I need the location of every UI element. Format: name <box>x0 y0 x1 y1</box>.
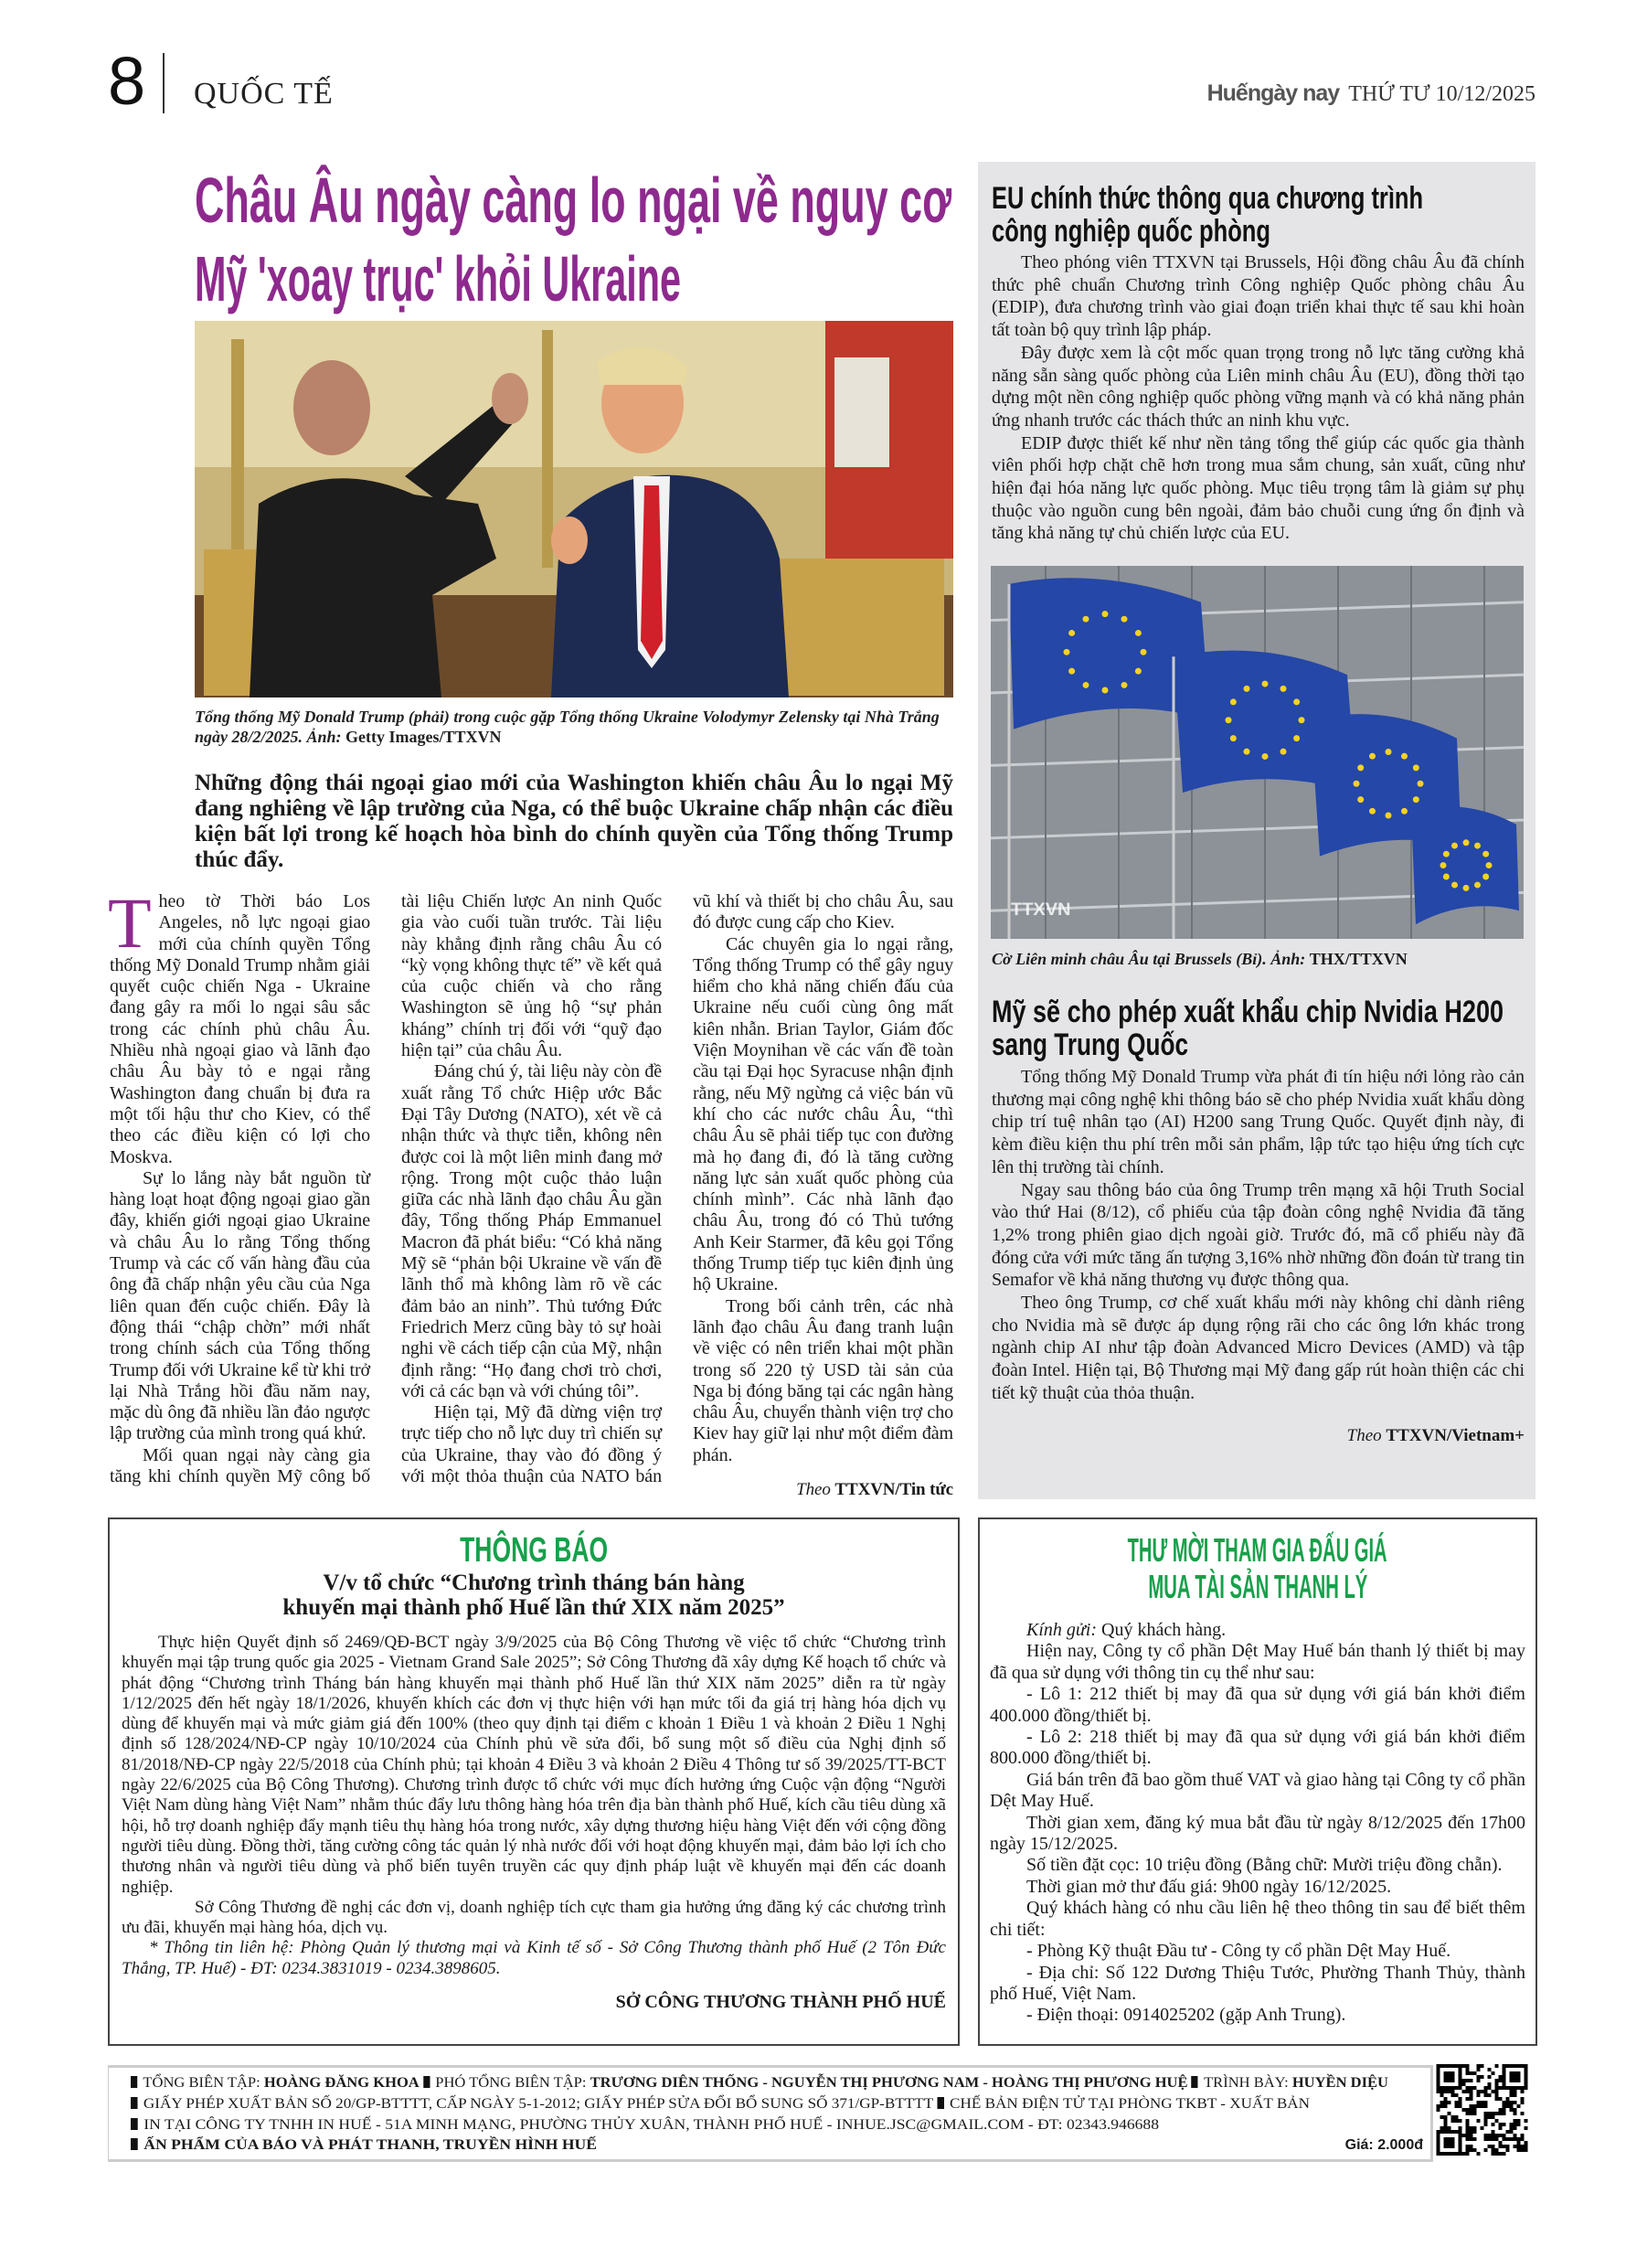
flag-star <box>1463 885 1470 891</box>
nvidia-paragraph: Theo ông Trump, cơ chế xuất khẩu mới này không chỉ dành riêng cho Nvidia mà sẽ được áp dụng rộng rãi cho các ông lớn khác trong ngành chip AI như tập đoàn Advanced Micro Devices (AMD) và tập đoàn Intel. Hiện tại, Bộ Thương mại Mỹ đang gấp rút hoàn thiện các chi tiết kỹ thuật của thỏa thuận. <box>992 1293 1525 1403</box>
eu-headline-line-1: EU chính thức thông qua chương trình <box>992 181 1423 216</box>
byline-source: TTXVN/Tin tức <box>834 1480 953 1500</box>
price-label: Giá: 2.000đ <box>1344 2137 1423 2153</box>
auction-paragraph: Quý khách hàng có nhu cầu liên hệ theo thông tin sau để biết thêm chi tiết: <box>990 1898 1525 1940</box>
flag-star <box>1357 796 1364 803</box>
flag-star <box>1482 851 1489 857</box>
flag-star <box>1293 698 1300 705</box>
caption-credit: Getty Images/TTXVN <box>345 728 502 746</box>
imprint-label: GIẤY PHÉP XUẤT BẢN SỐ 20/GP-BTTTT, CẤP NGÀY 5-1-2012; GIẤY PHÉP SỬA ĐỔI BỔ SUNG SỐ 371/GP-BTTTT <box>143 2096 933 2112</box>
flag-star <box>1451 843 1458 849</box>
header-divider <box>163 53 165 113</box>
article-paragraph: Hiện tại, Mỹ đã dừng viện trợ trực tiếp cho nỗ lực duy trì chiến sự của Ukraine, thay vào đó đồng ý với một thỏa thuận của NATO bán vũ khí và thiết bị cho châu Âu, sau đó được cung cấp cho Kiev. <box>401 891 953 1487</box>
flag-star <box>1068 630 1075 636</box>
flag-star <box>1486 862 1493 868</box>
imprint-value: HUYỀN DIỆU <box>1291 2075 1388 2091</box>
auction-paragraph: - Phòng Kỹ thuật Đầu tư - Công ty cổ phần Dệt May Huế. <box>1026 1941 1451 1962</box>
headline-line-1: Châu Âu ngày càng lo ngại về nguy cơ <box>195 165 951 236</box>
flag-star <box>1401 808 1408 815</box>
article-body <box>108 883 953 1500</box>
flag-star <box>1230 735 1237 741</box>
bullet-square <box>1192 2076 1198 2088</box>
eu-flags-photo <box>991 566 1524 939</box>
flag-star <box>1293 735 1300 741</box>
flag-star <box>1121 682 1128 688</box>
byline-source: TTXVN/Vietnam+ <box>1386 1425 1525 1445</box>
imprint-line-printer <box>131 2117 1159 2134</box>
article-byline <box>693 1479 953 1500</box>
bullet-square <box>131 2097 137 2109</box>
eu-headline-line-2: công nghiệp quốc phòng <box>992 214 1270 249</box>
flag-star <box>1386 749 1392 755</box>
byline-prefix: Theo <box>796 1480 831 1500</box>
flag-star <box>1064 649 1070 655</box>
caption-credit: THX/TTXVN <box>1309 950 1408 968</box>
flag-star <box>1068 668 1075 675</box>
flag-star <box>1280 749 1287 755</box>
flag-star <box>1230 698 1237 705</box>
flag-star <box>1135 630 1142 636</box>
auction-paragraph: - Lô 2: 218 thiết bị may đã qua sử dụng với giá bán khởi điểm 800.000 đồng/thiết bị. <box>990 1727 1525 1769</box>
flag-star <box>1413 764 1419 771</box>
drop-cap: T <box>108 883 152 963</box>
nvidia-byline <box>992 1425 1525 1448</box>
flag-star <box>1226 717 1232 723</box>
article-paragraph: Sự lo lắng này bắt nguồn từ hàng loạt hoạt động ngoại giao gần đây, khiến giới ngoại giao Ukraine và châu Âu lo rằng Tổng thống Trump và các cố vấn hàng đầu của ông đã chấp nhận yêu cầu của Nga liên quan đến cuộc chiến. Đây là động thái “chập chờn” mới nhất trong chính sách của Tổng thống Trump đối với Ukraine kể từ khi trở lại Nhà Trắng hồi đầu năm nay, mặc dù ông đã nhiều lần đảo ngược lập trường của mình trong quá khứ. <box>110 1167 370 1444</box>
nvidia-headline-line-1: Mỹ sẽ cho phép xuất khẩu chip Nvidia H200 <box>992 995 1504 1029</box>
flag-star <box>1451 882 1458 889</box>
notice-advertisement <box>108 1517 960 2046</box>
flag-star <box>1121 616 1128 623</box>
flag-star <box>1135 668 1142 675</box>
bullet-square <box>423 2076 430 2088</box>
eu-paragraph: Đây được xem là cột mốc quan trọng trong nỗ lực tăng cường khả năng sẵn sàng quốc phòng của Liên minh châu Âu (EU), đồng thời tạo dựng một nền công nghiệp quốc phòng vững mạnh và có khả năng phản ứng nhanh trước các thách thức an ninh khu vực. <box>992 342 1525 431</box>
flag-star <box>1482 874 1489 880</box>
flag-star <box>1083 682 1089 688</box>
flag-star <box>1102 611 1109 617</box>
imprint-value: ẤN PHẨM CỦA BÁO VÀ PHÁT THANH, TRUYỀN HÌNH HUẾ <box>143 2137 597 2153</box>
flag-star <box>1357 764 1364 771</box>
article-paragraph: Đáng chú ý, tài liệu này còn đề xuất rằng Tổ chức Hiệp ước Bắc Đại Tây Dương (NATO), xét về cả nhận thức và thực tiễn, không nên được coi là một liên minh đang mở rộng. Trong một cuộc thảo luận giữa các nhà lãnh đạo châu Âu gần đây, Tổng thống Pháp Emmanuel Macron đã phát biểu: “Có khả năng Mỹ sẽ “phản bội Ukraine về vấn đề lãnh thổ mà không làm rõ về các đảm bảo an ninh”. Thủ tướng Đức Friedrich Merz cũng bày tỏ sự hoài nghi về cách tiếp cận của Mỹ, nhận định rằng: “Họ đang chơi trò chơi, với cả các bạn và với chúng tôi”. <box>401 1061 662 1401</box>
notice-body <box>122 1633 946 2012</box>
greeting-label: Kính gửi: <box>1026 1620 1098 1640</box>
nvidia-headline <box>992 996 1636 1061</box>
notice-signature: SỞ CÔNG THƯƠNG THÀNH PHỐ HUẾ <box>615 1992 946 2013</box>
flag-star <box>1083 616 1089 623</box>
flag-star <box>1413 796 1419 803</box>
caption-text: Cờ Liên minh châu Âu tại Brussels (Bỉ). Ảnh: <box>992 950 1306 968</box>
imprint-line-license <box>131 2096 1310 2113</box>
bullet-square <box>131 2076 137 2088</box>
masthead <box>1207 80 1535 107</box>
page-number: 8 <box>108 43 146 119</box>
news-sidebar <box>978 162 1535 1499</box>
newspaper-logo: Huếngày nay <box>1206 80 1340 106</box>
article-lead: Những động thái ngoại giao mới của Washington khiến châu Âu lo ngại Mỹ đang nghiêng về lập trường của Nga, có thể buộc Ukraine chấp nhận các điều kiện bất lợi trong kế hoạch hòa bình do chính quyền của Tổng thống Trump thúc đẩy. <box>195 771 953 872</box>
eu-photo-caption <box>992 950 1408 969</box>
nvidia-article-body <box>992 1066 1525 1447</box>
paragraph-text: heo tờ Thời báo Los Angeles, nỗ lực ngoại giao mới của chính quyền Tổng thống Mỹ Donald Trump nhằm giải quyết cuộc chiến Nga - Ukraine đang gây ra mối lo ngại sâu sắc trong các chính phủ châu Âu. Nhiều nhà ngoại giao và lãnh đạo châu Âu bày tỏ e ngại rằng Washington đang chuẩn bị đưa ra một tối hậu thư cho Kiev, có thể theo các điều kiện có lợi cho Moskva. <box>110 891 370 1167</box>
imprint-value: TRƯƠNG DIÊN THỐNG - NGUYỄN THỊ PHƯƠNG NAM - HOÀNG THỊ PHƯƠNG HUỆ <box>590 2075 1188 2091</box>
notice-subtitle <box>110 1571 958 1620</box>
eu-headline <box>992 182 1568 248</box>
flag-star <box>1244 686 1250 692</box>
headline-line-2: Mỹ 'xoay trục' khỏi Ukraine <box>195 243 681 314</box>
notice-contact: * Thông tin liên hệ: Phòng Quản lý thương mại và Kinh tế số - Sở Công Thương thành phố Huế (2 Tôn Đức Thắng, TP. Huế) - ĐT: 0234.3831019 - 0234.3898605. <box>122 1938 946 1978</box>
flag-star <box>1418 781 1424 787</box>
qr-code[interactable] <box>1435 2064 1529 2156</box>
auction-paragraph: - Địa chỉ: Số 122 Dương Thiệu Tước, Phường Thanh Thủy, thành phố Huế, Việt Nam. <box>990 1962 1525 2004</box>
flag-star <box>1262 681 1269 687</box>
auction-paragraph: - Lô 1: 212 thiết bị may đã qua sử dụng với giá bán khởi điểm 400.000 đồng/thiết bị. <box>990 1684 1525 1726</box>
auction-paragraph: Giá bán trên đã bao gồm thuế VAT và giao hàng tại Công ty cổ phần Dệt May Huế. <box>990 1769 1526 1812</box>
flag-star <box>1440 862 1447 868</box>
imprint-footer <box>108 2065 1433 2162</box>
eu-paragraph: EDIP được thiết kế như nền tảng tổng thể giúp các quốc gia thành viên phối hợp chặt chẽ hơn trong mua sắm chung, sản xuất, cũng như hiện đại hóa năng lực quốc phòng. Mục tiêu trọng tâm là giảm sự phụ thuộc vào nguồn cung bên ngoài, đảm bảo chuỗi cung ứng ổn định và tăng khả năng tự chủ chiến lược của EU. <box>992 432 1525 544</box>
eu-article-body <box>992 251 1525 545</box>
flag-star <box>1369 808 1376 815</box>
flag-star <box>1386 813 1392 819</box>
flag-star <box>1443 851 1450 857</box>
imprint-line-editors <box>131 2075 1388 2092</box>
nvidia-paragraph: Tổng thống Mỹ Donald Trump vừa phát đi tín hiệu nới lỏng rào cản thương mại công nghệ khi thông báo sẽ cho phép Nvidia xuất khẩu dòng chip trí tuệ nhân tạo (AI) H200 sang Trung Quốc. Quyết định này, đi kèm điều kiện thu phí trên mỗi sản phẩm, lập tức tạo hiệu ứng tích cực lên thị trường tài chính. <box>992 1067 1525 1177</box>
flag-star <box>1474 843 1481 849</box>
auction-body <box>990 1620 1525 2027</box>
nvidia-headline-line-2: sang Trung Quốc <box>992 1028 1188 1062</box>
caption-text: Tổng thống Mỹ Donald Trump (phải) trong cuộc gặp Tổng thống Ukraine Volodymyr Zelensky tại Nhà Trắng ngày 28/2/2025. Ảnh: <box>195 708 940 746</box>
greeting-value: Quý khách hàng. <box>1101 1620 1227 1640</box>
flag-star <box>1369 753 1376 760</box>
article-paragraph: Các chuyên gia lo ngại rằng, Tổng thống Trump có thể gây nguy hiểm cho khả năng chiến đấu của Ukraine nếu cuối cùng ông mất kiên nhẫn. Brian Taylor, Giám đốc Viện Moynihan về các vấn đề toàn cầu tại Đại học Syracuse nhận định rằng, nếu Mỹ ngừng cả việc bán vũ khí cho các nước châu Âu, “thì châu Âu sẽ phải tiếp tục con đường mà họ đang đi, đó là tăng cường năng lực sản xuất quốc phòng của chính mình”. Các nhà lãnh đạo châu Âu, trong đó có Thủ tướng Anh Keir Starmer, đã kêu gọi Tổng thống Trump tiếp tục kiên định ủng hộ Ukraine. <box>693 933 953 1295</box>
bullet-square <box>131 2138 138 2150</box>
flag-star <box>1463 839 1470 846</box>
flag-star <box>1401 753 1408 760</box>
photo-caption <box>195 707 953 747</box>
bullet-square <box>131 2118 138 2130</box>
auction-title-line: THƯ MỜI THAM GIA ĐẤU GIÁ <box>1127 1531 1387 1569</box>
flag-star <box>1299 717 1305 723</box>
photo-watermark: TTXVN <box>1011 900 1071 921</box>
eu-paragraph: Theo phóng viên TTXVN tại Brussels, Hội đồng châu Âu đã chính thức phê chuẩn Chương trình Công nghiệp Quốc phòng châu Âu (EDIP), đưa chương trình vào giai đoạn triển khai thực tế sau khi hoàn tất toàn bộ quy trình lập pháp. <box>992 252 1525 341</box>
auction-paragraph: Hiện nay, Công ty cổ phần Dệt May Huế bán thanh lý thiết bị may đã qua sử dụng với thông tin cụ thể như sau: <box>990 1641 1525 1683</box>
auction-greeting <box>990 1620 1525 1641</box>
imprint-label: PHÓ TỔNG BIÊN TẬP: <box>435 2075 590 2091</box>
imprint-value: HOÀNG ĐĂNG KHOA <box>263 2075 420 2091</box>
auction-advertisement <box>978 1517 1537 2046</box>
flag-star <box>1141 649 1147 655</box>
notice-subtitle-line: khuyến mại thành phố Huế lần thứ XIX năm 2025” <box>282 1595 785 1620</box>
byline-prefix: Theo <box>1346 1425 1382 1445</box>
nvidia-paragraph: Ngay sau thông báo của ông Trump trên mạng xã hội Truth Social vào thứ Hai (8/12), cổ phiếu của tập đoàn công nghệ Nvidia đã tăng 1,2% trong phiên giao dịch ngoài giờ. Trước đó, mã cổ phiếu này đã đóng cửa với mức tăng ấn tượng 3,16% nhờ những đồn đoán từ trang tin Semafor về khả năng thương vụ được thông qua. <box>992 1179 1525 1291</box>
flag-star <box>1280 686 1287 692</box>
article-headline <box>195 161 953 318</box>
imprint-line-publisher <box>131 2137 597 2154</box>
auction-paragraph: Thời gian xem, đăng ký mua bắt đầu từ ngày 8/12/2025 đến 17h00 ngày 15/12/2025. <box>990 1812 1525 1855</box>
article-paragraph: Trong bối cảnh trên, các nhà lãnh đạo châu Âu đang tranh luận về việc có nên triển khai một phần trong số 220 tỷ USD tài sản của Nga bị đóng băng tại các ngân hàng châu Âu, chuyển thành viện trợ cho Kiev hay giữ lại như một điểm đàm phán. <box>693 1295 953 1465</box>
imprint-label: IN TẠI CÔNG TY TNHH IN HUẾ - 51A MINH MẠNG, PHƯỜNG THỦY XUÂN, THÀNH PHỐ HUẾ - INHUE.JSC@GMAIL.COM - ĐT: 02343.946688 <box>143 2117 1159 2133</box>
imprint-label: CHẾ BẢN ĐIỆN TỬ TẠI PHÒNG TKBT - XUẤT BẢN <box>950 2096 1310 2112</box>
notice-paragraph: Sở Công Thương đề nghị các đơn vị, doanh nghiệp tích cực tham gia hưởng ứng đăng ký các chương trình ưu đãi, khuyến mại hàng hóa, dịch vụ. <box>122 1897 946 1938</box>
notice-paragraph: Thực hiện Quyết định số 2469/QĐ-BCT ngày 3/9/2025 của Bộ Công Thương về việc tổ chức “Chương trình khuyến mại tập trung quốc gia 2025 - Vietnam Grand Sale 2025”; Sở Công Thương đã xây dựng Kế hoạch tổ chức và phát động “Chương trình Tháng bán hàng khuyến mại thành phố Huế lần thứ XIX năm 2025” diễn ra từ ngày 1/12/2025 đến hết ngày 18/1/2026, khuyến khích các đơn vị thực hiện với hạn mức tối đa giá trị hàng hóa dịch vụ dùng để khuyến mại và mức giảm giá đến 100% (theo quy định tại điểm c khoản 1 Điều 1 và khoản 2 Điều 1 Nghị định số 128/2024/NĐ-CP ngày 10/10/2024 của Chính phủ về sửa đổi, bổ sung một số điều của Nghị định số 81/2018/NĐ-CP ngày 22/5/2018 của Chính phủ; tại khoản 4 Điều 3 và khoản 2 Điều 4 Thông tư số 39/2025/TT-BCT ngày 22/6/2025 của Bộ Công Thương). Chương trình được tổ chức với mục đích hưởng ứng Cuộc vận động “Người Việt Nam dùng hàng Việt Nam” nhằm thúc đẩy lưu thông hàng hóa trên địa bàn thành phố Huế, kích cầu tiêu dùng xã hội, hỗ trợ doanh nghiệp đẩy mạnh tiêu thụ hàng hóa trong nước, xây dựng thương hiệu hàng Việt đến với cộng đồng người tiêu dùng. Đồng thời, tăng cường công tác quản lý nhà nước đối với hoạt động khuyến mại, đảm bảo lợi ích cho thương nhân và người tiêu dùng và phổ biến tuyên truyền các quy định pháp luật về khuyến mại đến các doanh nghiệp. <box>122 1633 946 1897</box>
bullet-square <box>937 2097 943 2109</box>
flag-star <box>1244 749 1250 755</box>
section-name: QUỐC TẾ <box>194 77 334 111</box>
imprint-label: TRÌNH BÀY: <box>1204 2075 1292 2091</box>
article-paragraph: Mối quan ngại này càng gia tăng khi chính quyền Mỹ công bố tài liệu Chiến lược An ninh Quốc gia vào cuối tuần trước. Tài liệu này khẳng định rằng châu Âu có “kỳ vọng không thực tế” về kết quả của cuộc chiến và cho rằng Washington sẽ ủng hộ “sự phản kháng” chính trị đối với “quỹ đạo hiện tại” của châu Âu. <box>110 891 662 1487</box>
flag-star <box>1262 753 1269 760</box>
imprint-label: TỔNG BIÊN TẬP: <box>143 2075 264 2091</box>
auction-paragraph: Số tiền đặt cọc: 10 triệu đồng (Bằng chữ: Mười triệu đồng chẵn). <box>1026 1855 1503 1876</box>
notice-title: THÔNG BÁO <box>460 1531 608 1570</box>
flag-star <box>1443 874 1450 880</box>
auction-paragraph: - Điện thoại: 0914025202 (gặp Anh Trung). <box>1026 2005 1346 2026</box>
flag-star <box>1474 882 1481 889</box>
trump-zelensky-photo <box>195 321 953 697</box>
issue-date: THỨ TƯ 10/12/2025 <box>1348 82 1535 106</box>
auction-paragraph: Thời gian mở thư đấu giá: 9h00 ngày 16/12/2025. <box>1026 1876 1392 1897</box>
flag-star <box>1102 687 1109 694</box>
auction-title-line: MUA TÀI SẢN THANH LÝ <box>1147 1568 1367 1605</box>
auction-title <box>980 1532 1535 1605</box>
notice-subtitle-line: V/v tổ chức “Chương trình tháng bán hàng <box>323 1571 745 1595</box>
flag-star <box>1354 781 1360 787</box>
article-paragraph <box>108 883 370 1168</box>
